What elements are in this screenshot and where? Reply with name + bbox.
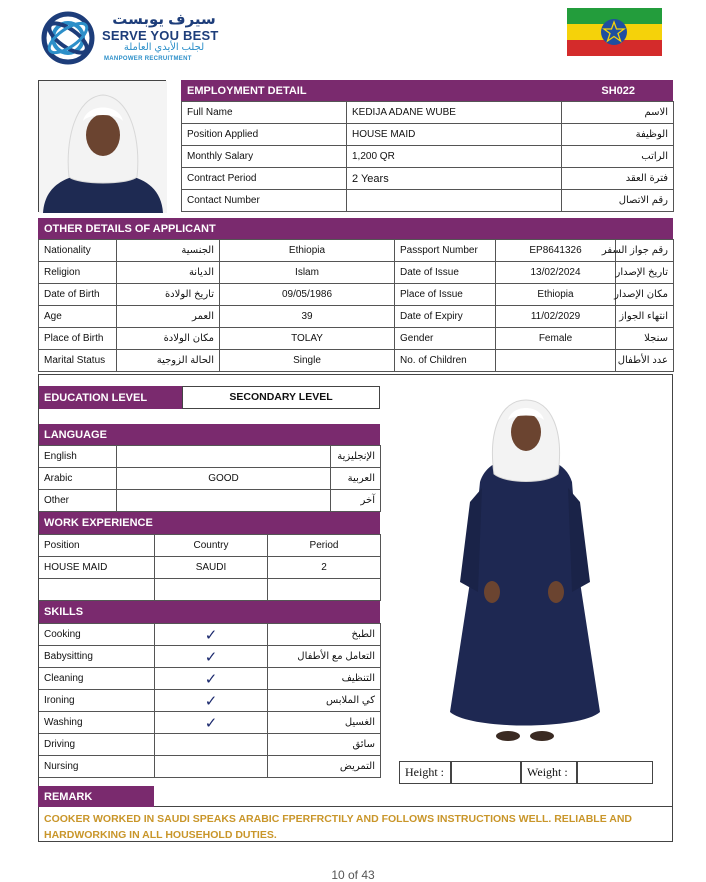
language-level: [117, 490, 331, 512]
detail-label: Passport Number: [395, 240, 496, 262]
table-row: [39, 734, 381, 756]
employment-detail-header: [181, 80, 673, 101]
detail-label: Religion: [39, 262, 117, 284]
language-label: Arabic: [39, 468, 117, 490]
column-header-country: Country: [155, 535, 268, 557]
table-row: [39, 446, 381, 468]
language-label: Other: [39, 490, 117, 512]
table-row: [39, 579, 381, 601]
height-label: Height :: [399, 761, 451, 784]
detail-value: Ethiopia: [496, 284, 616, 306]
portrait-person-icon: [39, 81, 167, 213]
skill-label-ar: التنظيف: [268, 668, 381, 690]
work-period: [268, 579, 381, 601]
detail-label: Date of Expiry: [395, 306, 496, 328]
label-contact-number-ar: رقم الاتصال: [562, 190, 674, 212]
detail-label: Place of Birth: [39, 328, 117, 350]
logo-knot-icon: [40, 12, 96, 64]
table-header-row: [39, 535, 381, 557]
applicant-full-body-photo: [430, 392, 620, 752]
table-row: [39, 350, 674, 372]
label-monthly-salary-ar: الراتب: [562, 146, 674, 168]
work-experience-header: [38, 512, 380, 534]
detail-value: 39: [220, 306, 395, 328]
value-contact-number: [347, 190, 562, 212]
label-full-name-ar: الاسم: [562, 102, 674, 124]
checkmark-icon: ✓: [155, 690, 268, 712]
skills-header: [38, 601, 380, 623]
detail-label: Date of Birth: [39, 284, 117, 306]
education-level-value: SECONDARY LEVEL: [182, 386, 380, 409]
skill-label-ar: الغسيل: [268, 712, 381, 734]
detail-value: 09/05/1986: [220, 284, 395, 306]
detail-label-ar: الديانة: [117, 262, 220, 284]
full-body-person-icon: [430, 392, 620, 752]
language-label-ar: آخر: [331, 490, 381, 512]
work-country: SAUDI: [155, 557, 268, 579]
skill-label-ar: كي الملابس: [268, 690, 381, 712]
employment-detail-table: [181, 101, 674, 212]
education-level-title: EDUCATION LEVEL: [38, 386, 182, 409]
ethiopia-flag-icon: [567, 8, 662, 56]
detail-value: Single: [220, 350, 395, 372]
column-header-period: Period: [268, 535, 381, 557]
flag-star-emblem-icon: [600, 18, 628, 46]
detail-value: EP8641326: [496, 240, 616, 262]
other-details-table: [38, 239, 674, 372]
skills-table: [38, 623, 381, 778]
skill-label: Washing: [39, 712, 155, 734]
detail-label: Marital Status: [39, 350, 117, 372]
table-row: [39, 690, 381, 712]
detail-label-ar: مكان الولادة: [117, 328, 220, 350]
detail-label-ar: رقم جواز السفر: [616, 240, 674, 262]
checkmark-icon: ✓: [155, 646, 268, 668]
checkmark-icon: ✓: [155, 624, 268, 646]
detail-label: Nationality: [39, 240, 117, 262]
value-full-name: KEDIJA ADANE WUBE: [347, 102, 562, 124]
label-contact-number: Contact Number: [182, 190, 347, 212]
other-details-title: OTHER DETAILS OF APPLICANT: [44, 222, 216, 235]
checkmark-icon: ✓: [155, 668, 268, 690]
skill-label-ar: سائق: [268, 734, 381, 756]
skills-title: SKILLS: [44, 606, 84, 618]
skill-label: Cooking: [39, 624, 155, 646]
language-table: [38, 445, 381, 512]
detail-value: 11/02/2029: [496, 306, 616, 328]
checkmark-icon: [155, 734, 268, 756]
language-label-ar: الإنجليزية: [331, 446, 381, 468]
weight-value: [577, 761, 653, 784]
detail-value: 13/02/2024: [496, 262, 616, 284]
logo-arabic: سيرف يوبست: [112, 11, 216, 28]
table-row: [182, 168, 674, 190]
label-contract-period: Contract Period: [182, 168, 347, 190]
language-title: LANGUAGE: [44, 428, 107, 441]
work-period: 2: [268, 557, 381, 579]
language-level: [117, 446, 331, 468]
detail-label: Age: [39, 306, 117, 328]
detail-label-ar: سنجلا: [616, 328, 674, 350]
applicant-portrait-photo: [38, 80, 166, 212]
table-row: [39, 284, 674, 306]
table-row: [182, 146, 674, 168]
label-position-applied-ar: الوظيفة: [562, 124, 674, 146]
skill-label-ar: التعامل مع الأطفال: [268, 646, 381, 668]
detail-label-ar: مكان الإصدار: [616, 284, 674, 306]
height-value: [451, 761, 521, 784]
detail-value: Ethiopia: [220, 240, 395, 262]
table-row: [39, 490, 381, 512]
language-label-ar: العربية: [331, 468, 381, 490]
table-row: [39, 468, 381, 490]
label-monthly-salary: Monthly Salary: [182, 146, 347, 168]
table-row: [39, 306, 674, 328]
logo-arabic-sub: لجلب الأيدي العاملة: [123, 42, 205, 53]
language-label: English: [39, 446, 117, 468]
work-position: HOUSE MAID: [39, 557, 155, 579]
table-row: [182, 124, 674, 146]
detail-label: No. of Children: [395, 350, 496, 372]
remark-title: REMARK: [38, 786, 154, 807]
employment-detail-title: EMPLOYMENT DETAIL: [187, 84, 307, 97]
detail-label-ar: عدد الأطفال: [616, 350, 674, 372]
skill-label: Driving: [39, 734, 155, 756]
remark-text: COOKER WORKED IN SAUDI SPEAKS ARABIC FPERFRCTILY AND FOLLOWS INSTRUCTIONS WELL. RELIABLE AND HARDWORKING IN ALL HOUSEHOLD DUTIES.: [44, 813, 633, 841]
checkmark-icon: [155, 756, 268, 778]
education-level-section: [38, 386, 380, 409]
work-experience-title: WORK EXPERIENCE: [44, 517, 153, 529]
checkmark-icon: ✓: [155, 712, 268, 734]
label-contract-period-ar: فترة العقد: [562, 168, 674, 190]
skill-label-ar: التمريض: [268, 756, 381, 778]
skill-label: Babysitting: [39, 646, 155, 668]
work-country: [155, 579, 268, 601]
detail-value: Female: [496, 328, 616, 350]
table-row: [39, 756, 381, 778]
detail-label: Gender: [395, 328, 496, 350]
table-row: [39, 712, 381, 734]
skill-label: Nursing: [39, 756, 155, 778]
detail-value: Islam: [220, 262, 395, 284]
detail-label: Date of Issue: [395, 262, 496, 284]
language-level: GOOD: [117, 468, 331, 490]
detail-label-ar: العمر: [117, 306, 220, 328]
skill-label: Ironing: [39, 690, 155, 712]
work-experience-table: [38, 534, 381, 601]
language-header: [38, 424, 380, 445]
value-monthly-salary: 1,200 QR: [347, 146, 562, 168]
label-full-name: Full Name: [182, 102, 347, 124]
remark-section: [38, 786, 673, 847]
detail-label-ar: تاريخ الولادة: [117, 284, 220, 306]
value-contract-period: 2 Years: [347, 168, 562, 190]
detail-label-ar: الجنسية: [117, 240, 220, 262]
table-row: [39, 328, 674, 350]
logo-name: SERVE YOU BEST: [102, 28, 219, 43]
weight-label: Weight :: [521, 761, 577, 784]
detail-value: TOLAY: [220, 328, 395, 350]
detail-value: [496, 350, 616, 372]
label-position-applied: Position Applied: [182, 124, 347, 146]
page-indicator: 10 of 43: [331, 868, 375, 882]
table-row: [39, 646, 381, 668]
measurements-row: [399, 761, 653, 784]
work-position: [39, 579, 155, 601]
table-row: [39, 624, 381, 646]
table-row: [39, 557, 381, 579]
logo-tagline: MANPOWER RECRUITMENT: [104, 56, 192, 62]
value-position-applied: HOUSE MAID: [347, 124, 562, 146]
detail-label-ar: تاريخ الإصدار: [616, 262, 674, 284]
company-logo: [40, 10, 225, 66]
skill-label-ar: الطبخ: [268, 624, 381, 646]
column-header-position: Position: [39, 535, 155, 557]
table-row: [39, 668, 381, 690]
table-row: [182, 102, 674, 124]
applicant-code: SH022: [601, 84, 635, 97]
other-details-header: [38, 218, 673, 239]
detail-label-ar: انتهاء الجواز: [616, 306, 674, 328]
detail-label: Place of Issue: [395, 284, 496, 306]
table-row: [39, 262, 674, 284]
skill-label: Cleaning: [39, 668, 155, 690]
table-row: [39, 240, 674, 262]
detail-label-ar: الحالة الزوجية: [117, 350, 220, 372]
table-row: [182, 190, 674, 212]
